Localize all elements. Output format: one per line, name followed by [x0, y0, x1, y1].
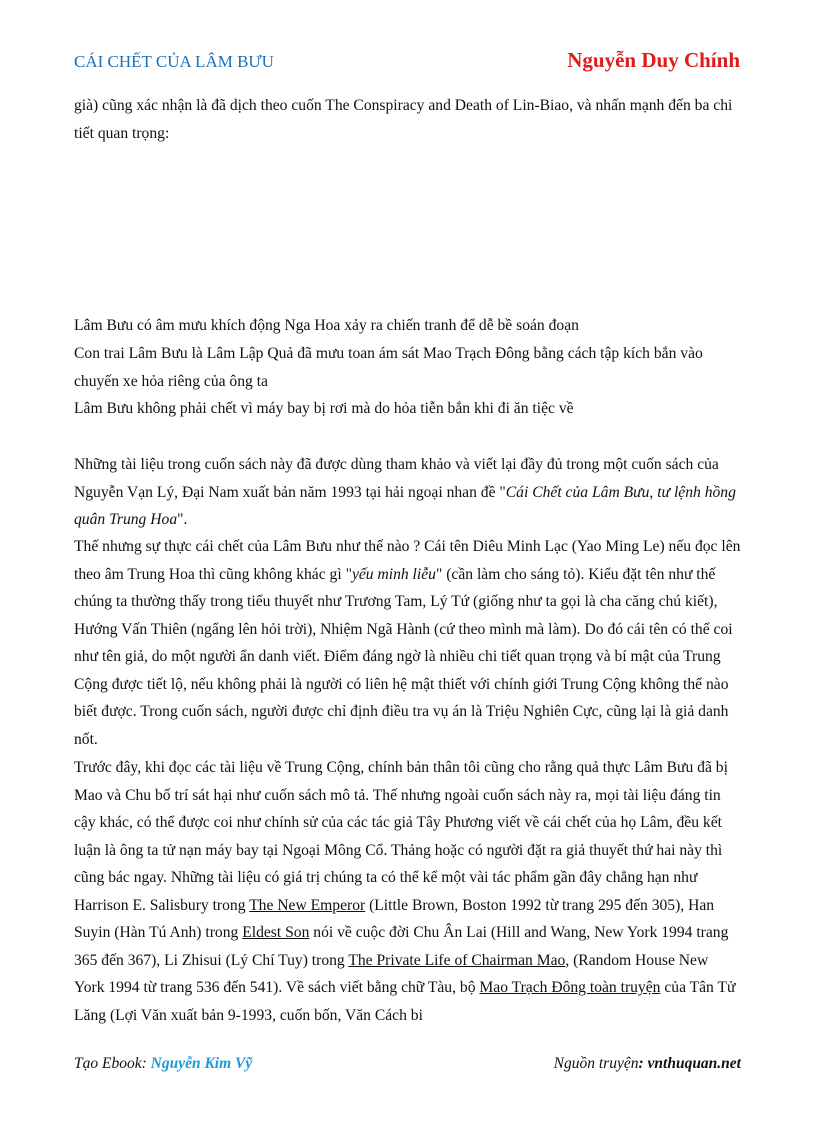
footer-separator: : [141, 1055, 151, 1072]
book-link-new-emperor: The New Emperor [249, 896, 366, 914]
footer-label: Tạo Ebook [74, 1055, 142, 1072]
paragraph-intro: già) cũng xác nhận là đã dịch theo cuốn The Conspiracy and Death of Lin-Biao, và nhấn mạnh đến ba chi tiết quan trọng: [74, 97, 733, 142]
paragraph-author-name [74, 533, 742, 753]
footer-credit [74, 1055, 252, 1073]
header-title: CÁI CHẾT CỦA LÂM BƯU [74, 52, 274, 71]
text-span: Những tài liệu trong cuốn sách này đã được dùng tham khảo và viết lại đầy đủ trong một cuốn sách của Nguyễn Vạn Lý, Đại Nam xuất bản năm 1993 tại hải ngoại nhan đề " [74, 456, 719, 501]
book-link-private-life: The Private Life of Chairman Mao [348, 951, 566, 969]
phrase-italic: yếu minh liễu [351, 565, 436, 583]
text-span: " (cần làm cho sáng tỏ). Kiểu đặt tên như thế chúng ta thường thấy trong tiểu thuyết như Trương Tam, Lý Tứ (giống như ta gọi là cha căng chú kiết), Hướng Vấn Thiên (ngẩng lên hỏi trời), Nhiệm Ngã Hành (cứ theo mình mà làm). Do đó cái tên có thể coi như tên giả, do một người ẩn danh viết. Điểm đáng ngờ là nhiều chi tiết quan trọng và bí mật của Trung Cộng được tiết lộ, nếu không phải là người có liên hệ mật thiết với chính giới Trung Cộng không thể nào biết được. Trong cuốn sách, người được chỉ định điều tra vụ án là Triệu Nghiên Cực, cũng lại là giả danh nốt. [74, 565, 733, 748]
detail-item-3: Lâm Bưu không phải chết vì máy bay bị rơi mà do hỏa tiễn bắn khi đi ăn tiệc về [74, 400, 574, 417]
footer-creator-name: Nguyễn Kim Vỹ [150, 1055, 253, 1072]
footer-source-label: Nguồn truyện [553, 1055, 639, 1072]
text-span: , (Random House New York 1994 từ trang 536 đến 541). Về sách viết bằng chữ Tàu, bộ [74, 951, 709, 996]
footer-source-site: vnthuquan.net [647, 1055, 741, 1072]
footer-separator: : [638, 1055, 648, 1072]
text-span: Trước đây, khi đọc các tài liệu về Trung Cộng, chính bản thân tôi cũng cho rằng quả thực Lâm Bưu đã bị Mao và Chu bố trí sát hại như cuốn sách mô tả. Thế nhưng ngoài cuốn sách này ra, mọi tài liệu đáng tin cậy khác, có thể được coi như chính sử của các tác giả Tây Phương viết về cái chết của họ Lâm, đều kết luận là ông ta tử nạn máy bay tại Ngoại Mông Cổ. Thảng hoặc có người đặt ra giả thuyết thứ hai này thì cũng bác ngay. Những tài liệu có giá trị chúng ta có thể kể một vài tác phẩm gần đây chẳng hạn như Harrison E. Salisbury trong [74, 759, 728, 914]
book-link-mao-biography: Mao Trạch Đông toàn truyện [479, 979, 661, 996]
paragraph-sources [74, 754, 742, 1029]
text-span: ". [177, 511, 188, 528]
header-author: Nguyễn Duy Chính [567, 48, 740, 72]
footer-source [554, 1055, 741, 1073]
detail-item-1: Lâm Bưu có âm mưu khích động Nga Hoa xảy ra chiến tranh để dễ bề soán đoạn [74, 317, 579, 334]
text-span: nói về cuộc đời Chu Ân Lai (Hill and Wang, New York 1994 trang 365 đến 367), Li Zhisui (Lý Chí Tuy) trong [74, 924, 729, 969]
text-span: của Tân Tử Lăng (Lợi Văn xuất bản 9-1993, cuốn bốn, Văn Cách bi [74, 979, 736, 1024]
detail-item-2: Con trai Lâm Bưu là Lâm Lập Quả đã mưu toan ám sát Mao Trạch Đông bằng cách tập kích bắn vào chuyến xe hỏa riêng của ông ta [74, 345, 703, 390]
text-span: (Little Brown, Boston 1992 từ trang 295 đến 305), Han Suyin (Hàn Tú Anh) trong [74, 896, 715, 941]
book-title: Cái Chết của Lâm Bưu, tư lệnh hồng quân Trung Hoa [74, 483, 736, 528]
text-span: Thế nhưng sự thực cái chết của Lâm Bưu như thế nào ? Cái tên Diêu Minh Lạc (Yao Ming Le) nếu đọc lên theo âm Trung Hoa thì cũng không khác gì " [74, 538, 741, 583]
paragraph-references [74, 451, 742, 534]
book-link-eldest-son: Eldest Son [242, 924, 310, 941]
